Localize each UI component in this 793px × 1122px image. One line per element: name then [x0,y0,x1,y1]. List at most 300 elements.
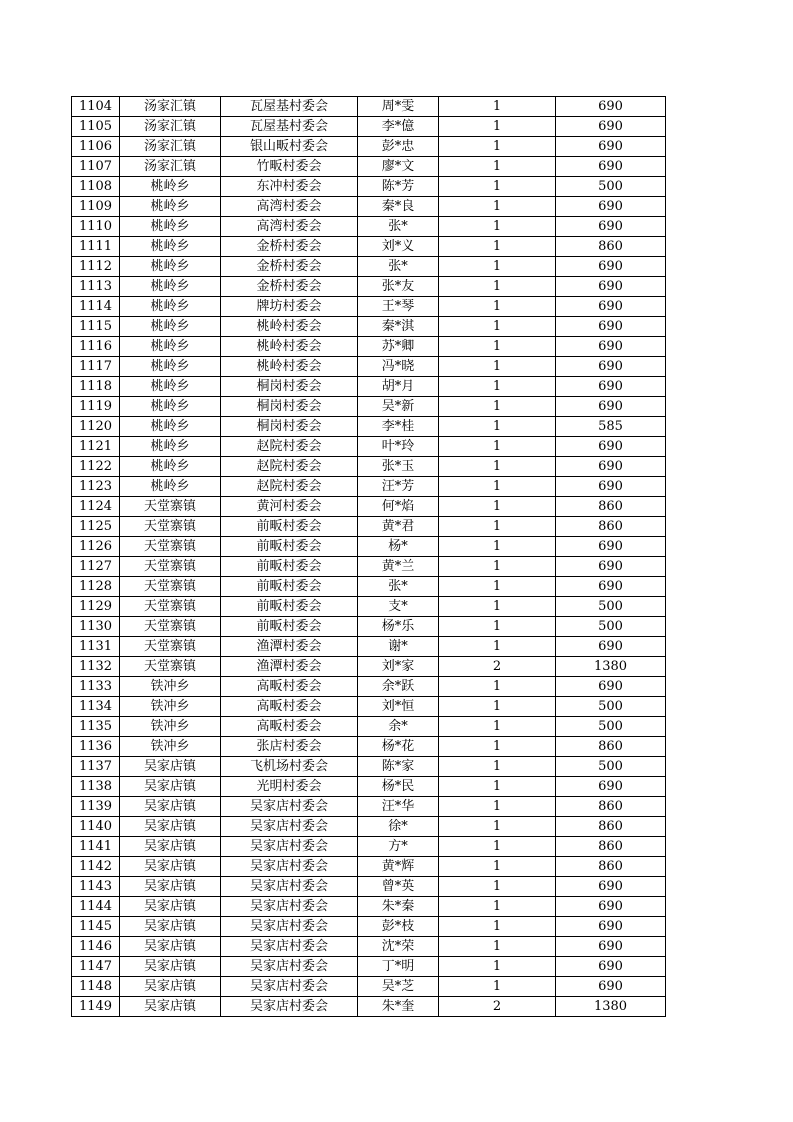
village-committee-cell: 吴家店村委会 [221,937,358,957]
name-cell: 余*跃 [358,677,439,697]
row-number-cell: 1142 [72,857,120,877]
row-number-cell: 1130 [72,617,120,637]
township-cell: 吴家店镇 [120,777,221,797]
amount-cell: 500 [556,177,666,197]
count-cell: 1 [439,957,556,977]
name-cell: 汪*华 [358,797,439,817]
name-cell: 陈*芳 [358,177,439,197]
township-cell: 桃岭乡 [120,317,221,337]
table-row [72,497,666,517]
township-cell: 吴家店镇 [120,917,221,937]
row-number-cell: 1135 [72,717,120,737]
township-cell: 桃岭乡 [120,217,221,237]
count-cell: 1 [439,237,556,257]
name-cell: 吴*新 [358,397,439,417]
township-cell: 吴家店镇 [120,937,221,957]
name-cell: 陈*家 [358,757,439,777]
count-cell: 1 [439,677,556,697]
name-cell: 张*友 [358,277,439,297]
amount-cell: 690 [556,437,666,457]
village-committee-cell: 桐岗村委会 [221,417,358,437]
table-row [72,477,666,497]
count-cell: 1 [439,337,556,357]
name-cell: 张* [358,217,439,237]
amount-cell: 690 [556,537,666,557]
amount-cell: 690 [556,897,666,917]
count-cell: 1 [439,477,556,497]
township-cell: 天堂寨镇 [120,537,221,557]
township-cell: 汤家汇镇 [120,117,221,137]
township-cell: 桃岭乡 [120,477,221,497]
amount-cell: 690 [556,577,666,597]
table-row [72,157,666,177]
count-cell: 1 [439,257,556,277]
township-cell: 桃岭乡 [120,377,221,397]
table-body [72,97,666,1017]
table-row [72,597,666,617]
row-number-cell: 1127 [72,557,120,577]
row-number-cell: 1124 [72,497,120,517]
name-cell: 黄*辉 [358,857,439,877]
count-cell: 1 [439,717,556,737]
name-cell: 李*桂 [358,417,439,437]
table-row [72,117,666,137]
name-cell: 杨*民 [358,777,439,797]
village-committee-cell: 高湾村委会 [221,217,358,237]
count-cell: 1 [439,577,556,597]
amount-cell: 690 [556,117,666,137]
name-cell: 张*玉 [358,457,439,477]
row-number-cell: 1132 [72,657,120,677]
row-number-cell: 1125 [72,517,120,537]
village-committee-cell: 吴家店村委会 [221,977,358,997]
township-cell: 桃岭乡 [120,297,221,317]
count-cell: 1 [439,797,556,817]
table-row [72,757,666,777]
village-committee-cell: 东冲村委会 [221,177,358,197]
village-committee-cell: 金桥村委会 [221,237,358,257]
village-committee-cell: 桐岗村委会 [221,377,358,397]
count-cell: 1 [439,837,556,857]
row-number-cell: 1136 [72,737,120,757]
row-number-cell: 1115 [72,317,120,337]
name-cell: 叶*玲 [358,437,439,457]
township-cell: 桃岭乡 [120,237,221,257]
township-cell: 桃岭乡 [120,197,221,217]
village-committee-cell: 桃岭村委会 [221,337,358,357]
township-cell: 吴家店镇 [120,897,221,917]
table-row [72,717,666,737]
amount-cell: 690 [556,637,666,657]
name-cell: 杨*花 [358,737,439,757]
name-cell: 秦*良 [358,197,439,217]
row-number-cell: 1129 [72,597,120,617]
amount-cell: 860 [556,737,666,757]
township-cell: 铁冲乡 [120,737,221,757]
count-cell: 1 [439,157,556,177]
count-cell: 1 [439,617,556,637]
township-cell: 天堂寨镇 [120,557,221,577]
village-committee-cell: 吴家店村委会 [221,997,358,1017]
amount-cell: 585 [556,417,666,437]
count-cell: 1 [439,597,556,617]
name-cell: 周*雯 [358,97,439,117]
village-committee-cell: 渔潭村委会 [221,657,358,677]
township-cell: 吴家店镇 [120,977,221,997]
table-row [72,577,666,597]
township-cell: 吴家店镇 [120,817,221,837]
count-cell: 1 [439,637,556,657]
count-cell: 1 [439,117,556,137]
name-cell: 丁*明 [358,957,439,977]
village-committee-cell: 光明村委会 [221,777,358,797]
village-committee-cell: 瓦屋基村委会 [221,117,358,137]
township-cell: 铁冲乡 [120,717,221,737]
name-cell: 秦*淇 [358,317,439,337]
table-row [72,797,666,817]
amount-cell: 500 [556,717,666,737]
row-number-cell: 1140 [72,817,120,837]
township-cell: 汤家汇镇 [120,137,221,157]
count-cell: 1 [439,457,556,477]
table-row [72,857,666,877]
row-number-cell: 1105 [72,117,120,137]
count-cell: 1 [439,517,556,537]
township-cell: 天堂寨镇 [120,577,221,597]
township-cell: 天堂寨镇 [120,637,221,657]
name-cell: 方* [358,837,439,857]
village-committee-cell: 银山畈村委会 [221,137,358,157]
village-committee-cell: 瓦屋基村委会 [221,97,358,117]
table-row [72,537,666,557]
name-cell: 苏*卿 [358,337,439,357]
amount-cell: 690 [556,157,666,177]
row-number-cell: 1119 [72,397,120,417]
village-committee-cell: 吴家店村委会 [221,797,358,817]
table-row [72,397,666,417]
table-row [72,937,666,957]
village-committee-cell: 张店村委会 [221,737,358,757]
data-table [71,96,666,1017]
table-row [72,957,666,977]
village-committee-cell: 赵院村委会 [221,457,358,477]
name-cell: 冯*晓 [358,357,439,377]
amount-cell: 690 [556,557,666,577]
count-cell: 1 [439,697,556,717]
row-number-cell: 1148 [72,977,120,997]
row-number-cell: 1137 [72,757,120,777]
amount-cell: 690 [556,317,666,337]
table-row [72,177,666,197]
row-number-cell: 1147 [72,957,120,977]
row-number-cell: 1143 [72,877,120,897]
count-cell: 1 [439,937,556,957]
village-committee-cell: 吴家店村委会 [221,837,358,857]
row-number-cell: 1126 [72,537,120,557]
township-cell: 吴家店镇 [120,757,221,777]
row-number-cell: 1118 [72,377,120,397]
name-cell: 谢* [358,637,439,657]
table-row [72,837,666,857]
village-committee-cell: 桐岗村委会 [221,397,358,417]
name-cell: 徐* [358,817,439,837]
row-number-cell: 1120 [72,417,120,437]
amount-cell: 690 [556,337,666,357]
village-committee-cell: 飞机场村委会 [221,757,358,777]
village-committee-cell: 前畈村委会 [221,577,358,597]
count-cell: 1 [439,377,556,397]
table-row [72,917,666,937]
table-row [72,637,666,657]
count-cell: 1 [439,777,556,797]
row-number-cell: 1104 [72,97,120,117]
name-cell: 支* [358,597,439,617]
name-cell: 沈*荣 [358,937,439,957]
amount-cell: 690 [556,297,666,317]
township-cell: 铁冲乡 [120,677,221,697]
township-cell: 桃岭乡 [120,357,221,377]
table-row [72,137,666,157]
count-cell: 1 [439,757,556,777]
amount-cell: 690 [556,677,666,697]
amount-cell: 690 [556,137,666,157]
row-number-cell: 1111 [72,237,120,257]
table-row [72,437,666,457]
row-number-cell: 1114 [72,297,120,317]
name-cell: 吴*芝 [358,977,439,997]
amount-cell: 860 [556,857,666,877]
amount-cell: 690 [556,977,666,997]
count-cell: 1 [439,737,556,757]
village-committee-cell: 赵院村委会 [221,437,358,457]
name-cell: 刘*恒 [358,697,439,717]
name-cell: 王*琴 [358,297,439,317]
row-number-cell: 1131 [72,637,120,657]
count-cell: 1 [439,317,556,337]
table-row [72,557,666,577]
row-number-cell: 1106 [72,137,120,157]
village-committee-cell: 前畈村委会 [221,597,358,617]
row-number-cell: 1117 [72,357,120,377]
township-cell: 吴家店镇 [120,957,221,977]
count-cell: 1 [439,437,556,457]
township-cell: 汤家汇镇 [120,157,221,177]
village-committee-cell: 金桥村委会 [221,257,358,277]
row-number-cell: 1107 [72,157,120,177]
amount-cell: 690 [556,257,666,277]
amount-cell: 690 [556,197,666,217]
name-cell: 余* [358,717,439,737]
village-committee-cell: 高畈村委会 [221,677,358,697]
name-cell: 汪*芳 [358,477,439,497]
row-number-cell: 1112 [72,257,120,277]
table-row [72,677,666,697]
count-cell: 1 [439,277,556,297]
village-committee-cell: 吴家店村委会 [221,917,358,937]
township-cell: 桃岭乡 [120,337,221,357]
amount-cell: 690 [556,777,666,797]
amount-cell: 500 [556,617,666,637]
count-cell: 1 [439,217,556,237]
village-committee-cell: 渔潭村委会 [221,637,358,657]
name-cell: 刘*家 [358,657,439,677]
village-committee-cell: 吴家店村委会 [221,857,358,877]
amount-cell: 690 [556,97,666,117]
table-row [72,97,666,117]
table-row [72,297,666,317]
amount-cell: 690 [556,477,666,497]
township-cell: 汤家汇镇 [120,97,221,117]
row-number-cell: 1109 [72,197,120,217]
table-row [72,877,666,897]
table-row [72,977,666,997]
amount-cell: 860 [556,837,666,857]
village-committee-cell: 金桥村委会 [221,277,358,297]
amount-cell: 690 [556,377,666,397]
table-row [72,697,666,717]
count-cell: 1 [439,397,556,417]
row-number-cell: 1144 [72,897,120,917]
township-cell: 天堂寨镇 [120,657,221,677]
count-cell: 2 [439,657,556,677]
amount-cell: 690 [556,877,666,897]
table-row [72,517,666,537]
count-cell: 1 [439,357,556,377]
name-cell: 曾*英 [358,877,439,897]
village-committee-cell: 牌坊村委会 [221,297,358,317]
amount-cell: 690 [556,217,666,237]
row-number-cell: 1113 [72,277,120,297]
count-cell: 1 [439,557,556,577]
table-row [72,357,666,377]
count-cell: 1 [439,297,556,317]
amount-cell: 690 [556,357,666,377]
name-cell: 张* [358,257,439,277]
table-row [72,817,666,837]
row-number-cell: 1123 [72,477,120,497]
name-cell: 杨* [358,537,439,557]
table-row [72,997,666,1017]
village-committee-cell: 前畈村委会 [221,537,358,557]
township-cell: 桃岭乡 [120,417,221,437]
row-number-cell: 1134 [72,697,120,717]
amount-cell: 1380 [556,997,666,1017]
count-cell: 1 [439,857,556,877]
name-cell: 彭*枝 [358,917,439,937]
count-cell: 1 [439,917,556,937]
table-row [72,377,666,397]
village-committee-cell: 高湾村委会 [221,197,358,217]
village-committee-cell: 吴家店村委会 [221,897,358,917]
village-committee-cell: 前畈村委会 [221,517,358,537]
township-cell: 天堂寨镇 [120,517,221,537]
row-number-cell: 1146 [72,937,120,957]
amount-cell: 860 [556,797,666,817]
row-number-cell: 1141 [72,837,120,857]
count-cell: 1 [439,177,556,197]
count-cell: 1 [439,977,556,997]
row-number-cell: 1121 [72,437,120,457]
township-cell: 桃岭乡 [120,457,221,477]
table-row [72,777,666,797]
name-cell: 胡*月 [358,377,439,397]
amount-cell: 690 [556,397,666,417]
village-committee-cell: 桃岭村委会 [221,317,358,337]
amount-cell: 690 [556,937,666,957]
table-row [72,237,666,257]
count-cell: 1 [439,417,556,437]
count-cell: 2 [439,997,556,1017]
amount-cell: 1380 [556,657,666,677]
amount-cell: 690 [556,957,666,977]
amount-cell: 690 [556,917,666,937]
village-committee-cell: 前畈村委会 [221,617,358,637]
count-cell: 1 [439,897,556,917]
township-cell: 桃岭乡 [120,437,221,457]
village-committee-cell: 黄河村委会 [221,497,358,517]
village-committee-cell: 吴家店村委会 [221,877,358,897]
table-row [72,457,666,477]
row-number-cell: 1149 [72,997,120,1017]
amount-cell: 860 [556,237,666,257]
table-row [72,197,666,217]
township-cell: 桃岭乡 [120,397,221,417]
village-committee-cell: 吴家店村委会 [221,817,358,837]
name-cell: 张* [358,577,439,597]
township-cell: 天堂寨镇 [120,617,221,637]
amount-cell: 500 [556,597,666,617]
village-committee-cell: 吴家店村委会 [221,957,358,977]
township-cell: 吴家店镇 [120,997,221,1017]
table-row [72,217,666,237]
amount-cell: 860 [556,517,666,537]
name-cell: 黄*兰 [358,557,439,577]
village-committee-cell: 桃岭村委会 [221,357,358,377]
table-row [72,257,666,277]
count-cell: 1 [439,497,556,517]
township-cell: 天堂寨镇 [120,597,221,617]
count-cell: 1 [439,197,556,217]
row-number-cell: 1138 [72,777,120,797]
count-cell: 1 [439,537,556,557]
amount-cell: 500 [556,757,666,777]
row-number-cell: 1128 [72,577,120,597]
row-number-cell: 1122 [72,457,120,477]
name-cell: 何*焰 [358,497,439,517]
amount-cell: 500 [556,697,666,717]
village-committee-cell: 高畈村委会 [221,717,358,737]
township-cell: 吴家店镇 [120,797,221,817]
village-committee-cell: 前畈村委会 [221,557,358,577]
township-cell: 桃岭乡 [120,257,221,277]
name-cell: 廖*文 [358,157,439,177]
count-cell: 1 [439,817,556,837]
township-cell: 天堂寨镇 [120,497,221,517]
row-number-cell: 1139 [72,797,120,817]
table-row [72,737,666,757]
township-cell: 铁冲乡 [120,697,221,717]
amount-cell: 690 [556,457,666,477]
count-cell: 1 [439,137,556,157]
township-cell: 桃岭乡 [120,177,221,197]
table-row [72,277,666,297]
count-cell: 1 [439,877,556,897]
count-cell: 1 [439,97,556,117]
village-committee-cell: 高畈村委会 [221,697,358,717]
amount-cell: 690 [556,277,666,297]
row-number-cell: 1108 [72,177,120,197]
name-cell: 黄*君 [358,517,439,537]
